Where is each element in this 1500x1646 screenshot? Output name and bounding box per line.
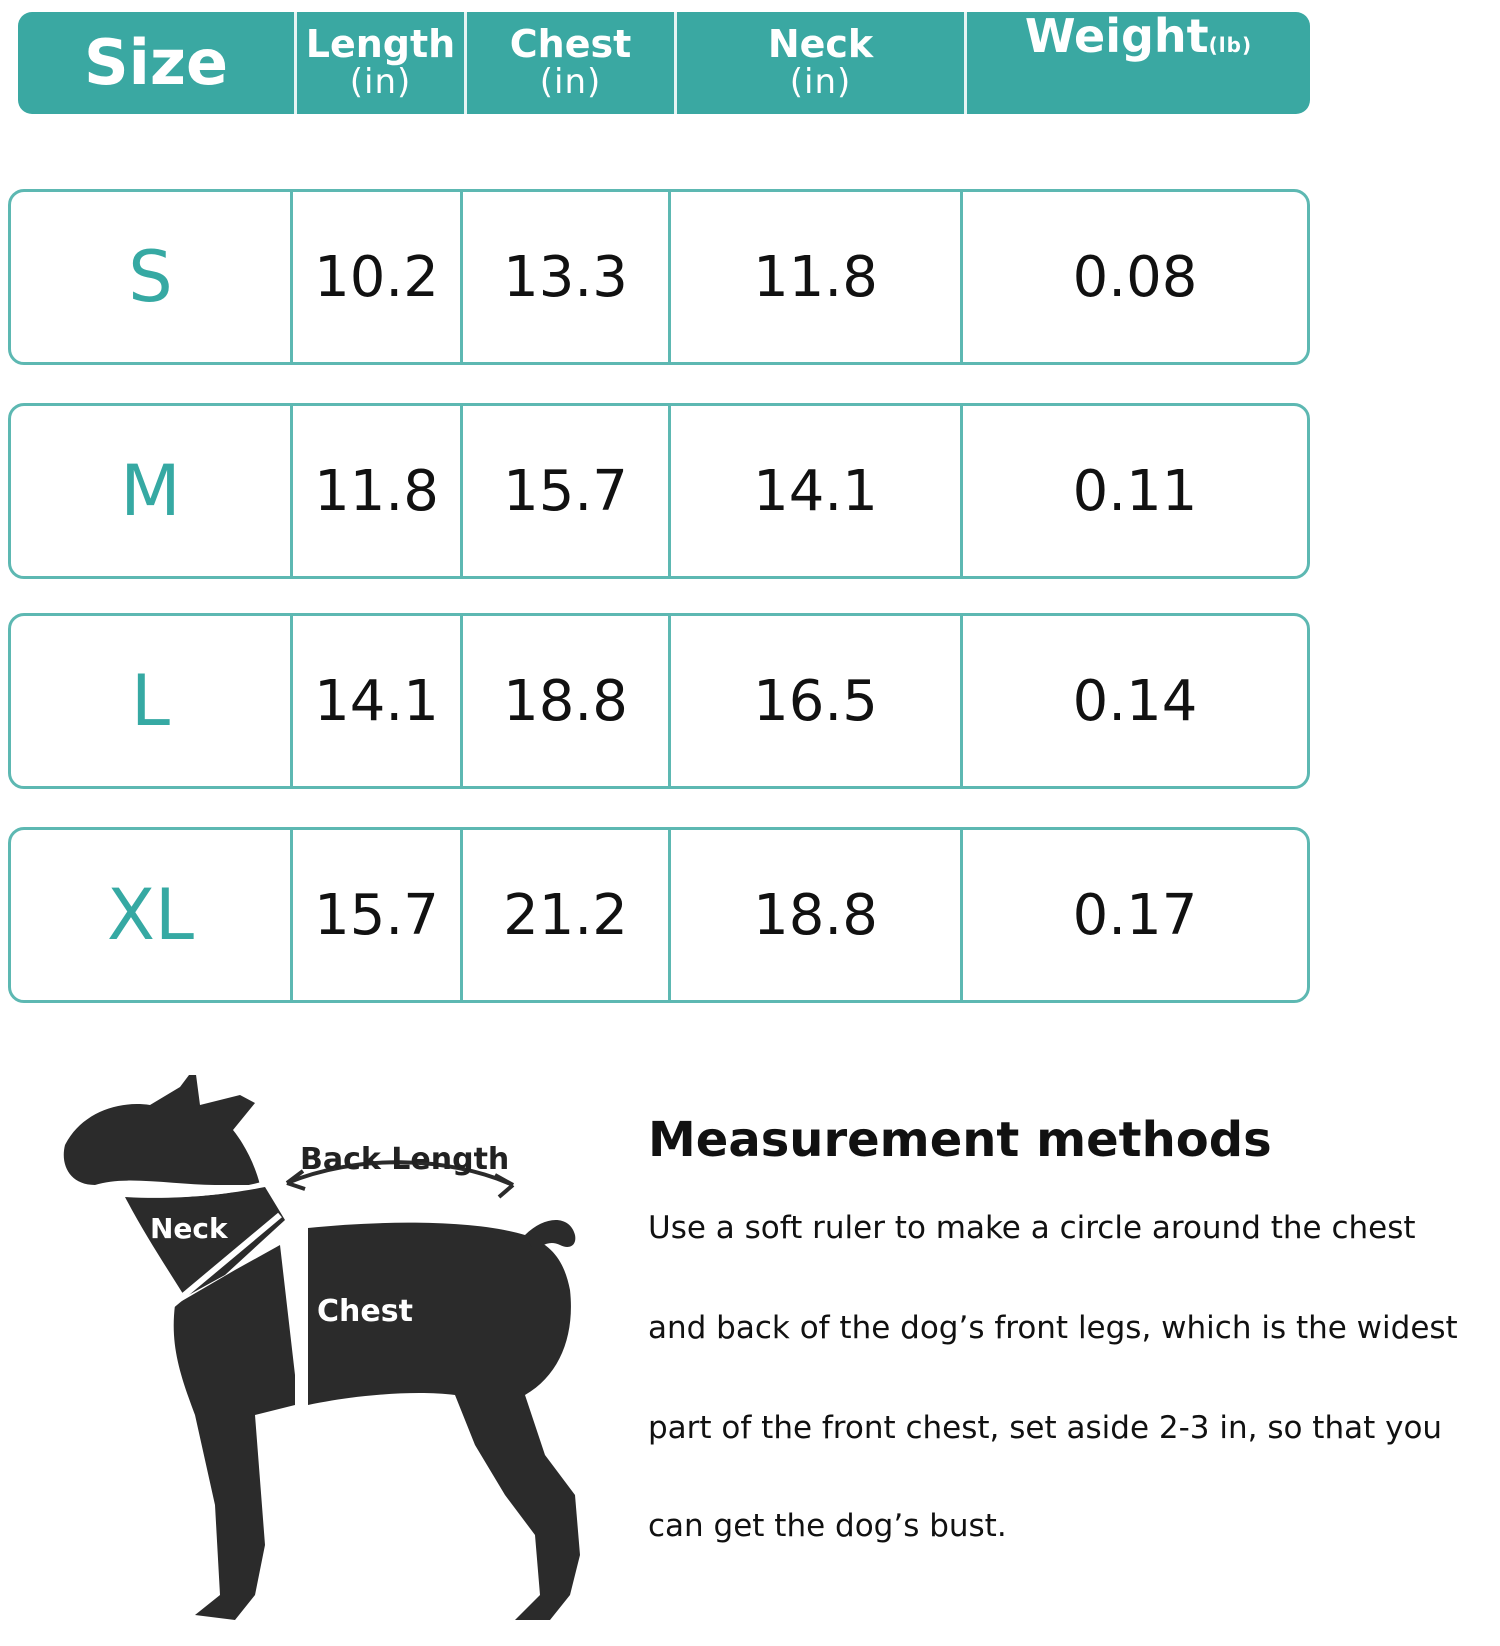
length-cell: 10.2	[293, 192, 463, 362]
header-weight-unit: (lb)	[1208, 33, 1253, 57]
back-length-label: Back Length	[300, 1142, 510, 1177]
header-chest	[467, 12, 677, 114]
header-chest-label: Chest	[509, 22, 632, 67]
weight-cell: 0.11	[1072, 458, 1198, 524]
table-row	[8, 613, 1310, 789]
length-cell: 14.1	[293, 616, 463, 786]
measurement-title: Measurement methods	[648, 1112, 1272, 1168]
size-cell: M	[11, 406, 293, 576]
neck-label: Neck	[150, 1212, 228, 1245]
chest-cell: 18.8	[463, 616, 671, 786]
header-length	[297, 12, 467, 114]
neck-cell: 11.8	[671, 192, 963, 362]
weight-cell: 0.17	[1072, 882, 1198, 948]
measurement-line: and back of the dog’s front legs, which is the widest	[648, 1310, 1458, 1346]
weight-cell: 0.14	[1072, 668, 1198, 734]
table-row	[8, 827, 1310, 1003]
chest-cell: 13.3	[463, 192, 671, 362]
header-size	[18, 12, 297, 114]
neck-cell: 16.5	[671, 616, 963, 786]
header-neck	[677, 12, 967, 114]
arrow-head-right-icon	[495, 1175, 513, 1197]
size-cell: S	[11, 192, 293, 362]
chest-cell: 21.2	[463, 830, 671, 1000]
header-weight	[967, 12, 1310, 114]
header-length-label: Length	[305, 22, 456, 67]
header-size-label: Size	[83, 26, 229, 100]
weight-cell: 0.08	[1072, 244, 1198, 310]
length-cell: 11.8	[293, 406, 463, 576]
neck-cell: 18.8	[671, 830, 963, 1000]
chest-label: Chest	[317, 1294, 413, 1329]
table-row	[8, 403, 1310, 579]
neck-cell: 14.1	[671, 406, 963, 576]
size-cell: XL	[11, 830, 293, 1000]
header-neck-unit: (in)	[789, 62, 852, 103]
length-cell: 15.7	[293, 830, 463, 1000]
size-cell: L	[11, 616, 293, 786]
header-weight-label: Weight	[1024, 12, 1209, 63]
measurement-line: can get the dog’s bust.	[648, 1508, 1007, 1544]
header-chest-unit: (in)	[539, 62, 602, 103]
dog-measurement-diagram	[55, 1075, 615, 1640]
measurement-line: Use a soft ruler to make a circle around the chest	[648, 1210, 1416, 1246]
size-chart-header	[18, 12, 1310, 114]
header-length-unit: (in)	[349, 62, 412, 103]
measurement-line: part of the front chest, set aside 2-3 in, so that you	[648, 1410, 1443, 1446]
chest-cell: 15.7	[463, 406, 671, 576]
header-neck-label: Neck	[767, 22, 874, 67]
table-row	[8, 189, 1310, 365]
